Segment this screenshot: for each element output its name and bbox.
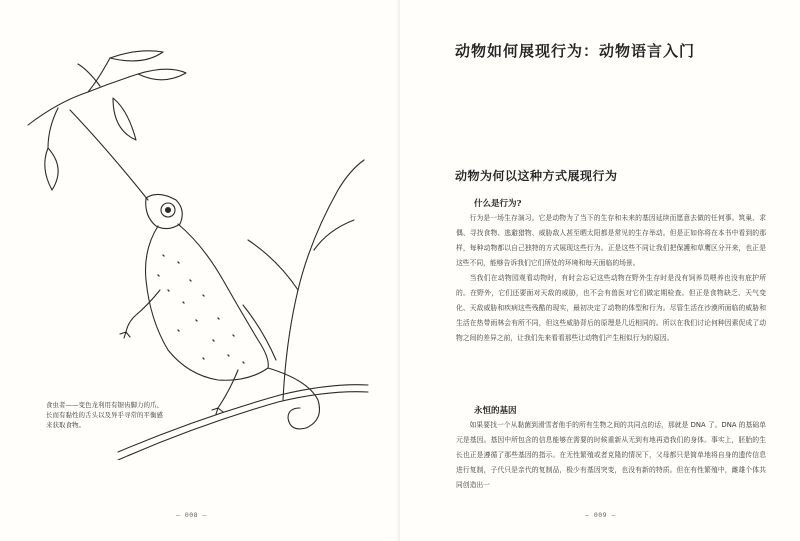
paragraph: 当我们在动物园观看动物时，有时会忘记这些动物在野外生存时是没有饲养员喂养也没有庇护所的。在野外，它们还要面对天敌的威胁，也不会有兽医对它们做定期检查。但正是食物缺乏、天气变化、天敌威胁和疾病这些残酷的现实，最初决定了动物的体型和行为。尽管生活在沙漠所面临的威胁和生活在热带雨林会有所不同，但这些威胁背后的原理是几近相同的。所以在我们讨论何种因素促成了动物之间的差异之前，让我们先来看看那些让动物们产生相似行为的原因。 [456, 274, 766, 342]
paragraph: 行为是一场生存演习。它是动物为了当下的生存和未来的基因延续而愿意去做的任何事。筑巢、求偶、寻找食物、逃避猎物、威胁敌人甚至晒太阳都是常见的生存举动。但是正如你将在本书中看到的那样，每种动物都以自己独特的方式展现这些行为。正是这些不同让我们把保護和草鹰区分开来，也正是这些不同，能够告诉我们它们所处的环境和每天面临的场景。 [456, 214, 766, 267]
illustration-caption: 食虫者——变色龙利用有锯齿脚力的爪、长而有黏性的舌头以及异乎寻常的平衡感来获取食物。 [46, 401, 163, 429]
subheading-what-is-behavior: 什么是行为? [474, 199, 522, 209]
subheading-eternal-genes: 永恒的基因 [474, 406, 517, 416]
body-text-block-1 [456, 211, 766, 346]
chapter-title: 动物如何展现行为：动物语言入门 [455, 42, 696, 60]
chameleon-illustration [18, 40, 378, 460]
paragraph: 如果要找一个从黏菌到滑雪者他手的所有生物之间的共同点的话，那就是 DNA 了。DNA 的基础单元是基因。基因中所包含的信息能够在需要的时候重新从无到有地再造我们的身体。事实上，胚胎的生长也正是遵循了那些基因的指示。在无性繁殖或者克隆的情况下，父母都只是简单地将自身的遗传信息进行复制，子代只是亲代的复制品，极少有基因突变，也没有新的特质。但在有性繁殖中，雌雄个体共同创造出一 [456, 421, 766, 489]
page-number-left: — 008 — [176, 511, 207, 519]
page-number-right: — 009 — [585, 511, 616, 519]
section-title: 动物为何以这种方式展现行为 [455, 169, 618, 183]
body-text-block-2 [456, 418, 766, 493]
